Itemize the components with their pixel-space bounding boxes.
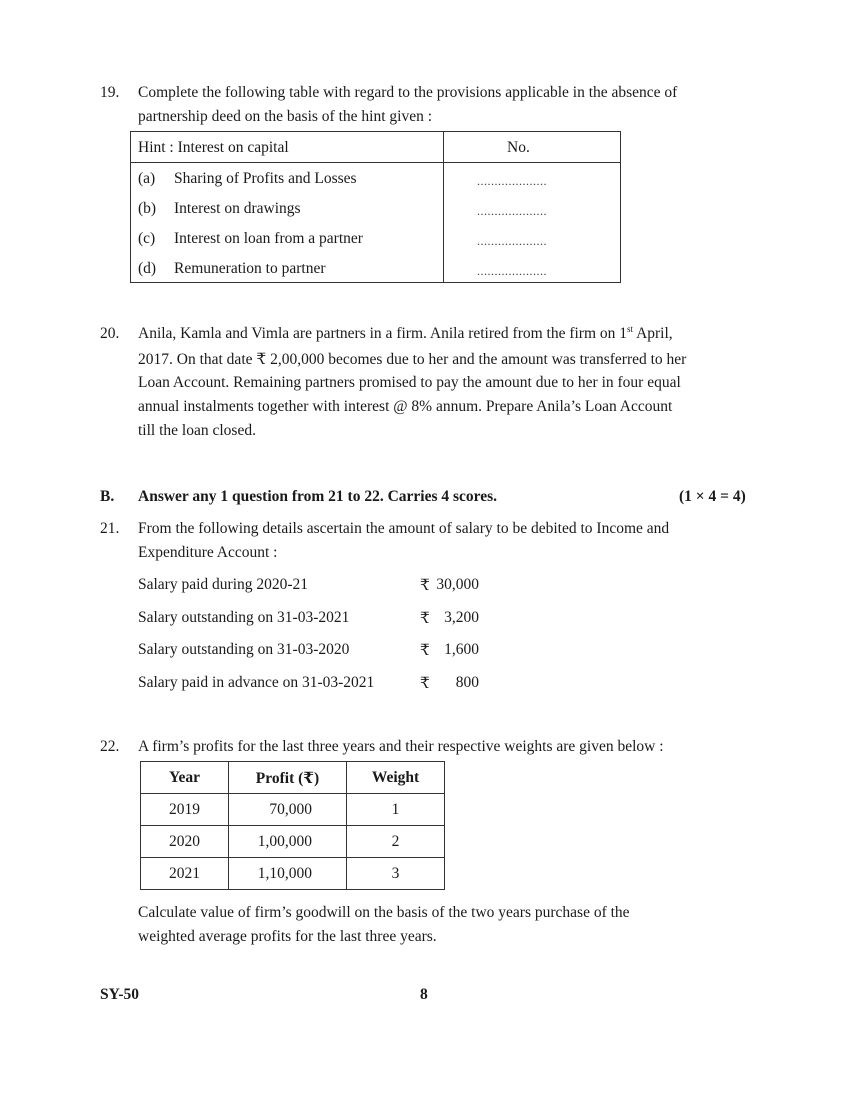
q20-text-line3: Loan Account. Remaining partners promised to pay the amount due to her in four equal <box>138 374 681 391</box>
salary-item-amount: 1,600 <box>444 641 479 658</box>
cell-profit: 1,10,000 <box>229 858 347 890</box>
rupee-symbol: ₹ <box>420 675 430 692</box>
hint-cell: Hint : Interest on capital <box>138 139 289 156</box>
cell-year: 2021 <box>141 858 229 890</box>
row-label-d: (d) <box>138 260 157 277</box>
salary-item-amount: 3,200 <box>444 609 479 626</box>
table-header-row <box>141 762 445 794</box>
section-instruction: Answer any 1 question from 21 to 22. Carries 4 scores. <box>138 488 498 505</box>
answer-blank-d: .................... <box>477 264 547 278</box>
q19-table <box>130 131 621 283</box>
cell-weight: 3 <box>347 858 445 890</box>
row-label-b: (b) <box>138 200 157 217</box>
rupee-symbol: ₹ <box>420 610 430 627</box>
q19-number: 19. <box>100 84 120 101</box>
header-profit: Profit (₹) <box>229 762 347 794</box>
q20-number: 20. <box>100 325 120 342</box>
table-header-divider <box>131 162 620 163</box>
cell-weight: 2 <box>347 826 445 858</box>
q20-text-line1 <box>138 325 673 343</box>
profits-table <box>140 761 445 890</box>
cell-year: 2020 <box>141 826 229 858</box>
row-label-c: (c) <box>138 230 156 247</box>
q20-text-line5: till the loan closed. <box>138 422 256 439</box>
salary-item-label: Salary outstanding on 31-03-2020 <box>138 641 350 658</box>
q19-text-line1: Complete the following table with regard to the provisions applicable in the absence of <box>138 84 678 101</box>
table-row <box>141 794 445 826</box>
q22-number: 22. <box>100 738 120 755</box>
table-column-divider <box>443 132 444 282</box>
q22-question-line1: Calculate value of firm’s goodwill on the basis of the two years purchase of the <box>138 904 630 921</box>
q20-line1-main: Anila, Kamla and Vimla are partners in a firm. Anila retired from the firm on 1 <box>138 325 628 342</box>
q21-text-line2: Expenditure Account : <box>138 544 278 561</box>
section-marks: (1 × 4 = 4) <box>679 488 746 505</box>
answer-blank-a: .................... <box>477 174 547 188</box>
cell-profit: 70,000 <box>229 794 347 826</box>
q19-text-line2: partnership deed on the basis of the hint given : <box>138 108 433 125</box>
row-text-b: Interest on drawings <box>174 200 301 217</box>
salary-item-label: Salary paid during 2020-21 <box>138 576 309 593</box>
row-text-c: Interest on loan from a partner <box>174 230 363 247</box>
table-row <box>141 858 445 890</box>
cell-weight: 1 <box>347 794 445 826</box>
salary-item-label: Salary outstanding on 31-03-2021 <box>138 609 350 626</box>
paper-code: SY-50 <box>100 986 140 1003</box>
q20-text-line4: annual instalments together with interest @ 8% annum. Prepare Anila’s Loan Account <box>138 398 673 415</box>
q22-question-line2: weighted average profits for the last three years. <box>138 928 437 945</box>
q22-intro: A firm’s profits for the last three years and their respective weights are given below : <box>138 738 664 755</box>
row-text-d: Remuneration to partner <box>174 260 326 277</box>
cell-year: 2019 <box>141 794 229 826</box>
q21-number: 21. <box>100 520 120 537</box>
q21-text-line1: From the following details ascertain the amount of salary to be debited to Income and <box>138 520 670 537</box>
page-number: 8 <box>420 986 428 1003</box>
q20-line1-end: April, <box>633 325 673 342</box>
salary-item-label: Salary paid in advance on 31-03-2021 <box>138 674 375 691</box>
salary-item-amount: 800 <box>455 674 479 691</box>
salary-item-amount: 30,000 <box>436 576 479 593</box>
rupee-symbol: ₹ <box>420 577 430 594</box>
section-letter: B. <box>100 488 115 505</box>
answer-blank-c: .................... <box>477 234 547 248</box>
table-row <box>141 826 445 858</box>
q20-text-line2: 2017. On that date ₹ 2,00,000 becomes due to her and the amount was transferred to her <box>138 351 687 368</box>
header-year: Year <box>141 762 229 794</box>
row-text-a: Sharing of Profits and Losses <box>174 170 357 187</box>
q20-ordinal-suffix: st <box>627 323 634 334</box>
hint-answer-cell: No. <box>507 139 530 156</box>
answer-blank-b: .................... <box>477 204 547 218</box>
rupee-symbol: ₹ <box>420 642 430 659</box>
header-weight: Weight <box>347 762 445 794</box>
row-label-a: (a) <box>138 170 156 187</box>
cell-profit: 1,00,000 <box>229 826 347 858</box>
